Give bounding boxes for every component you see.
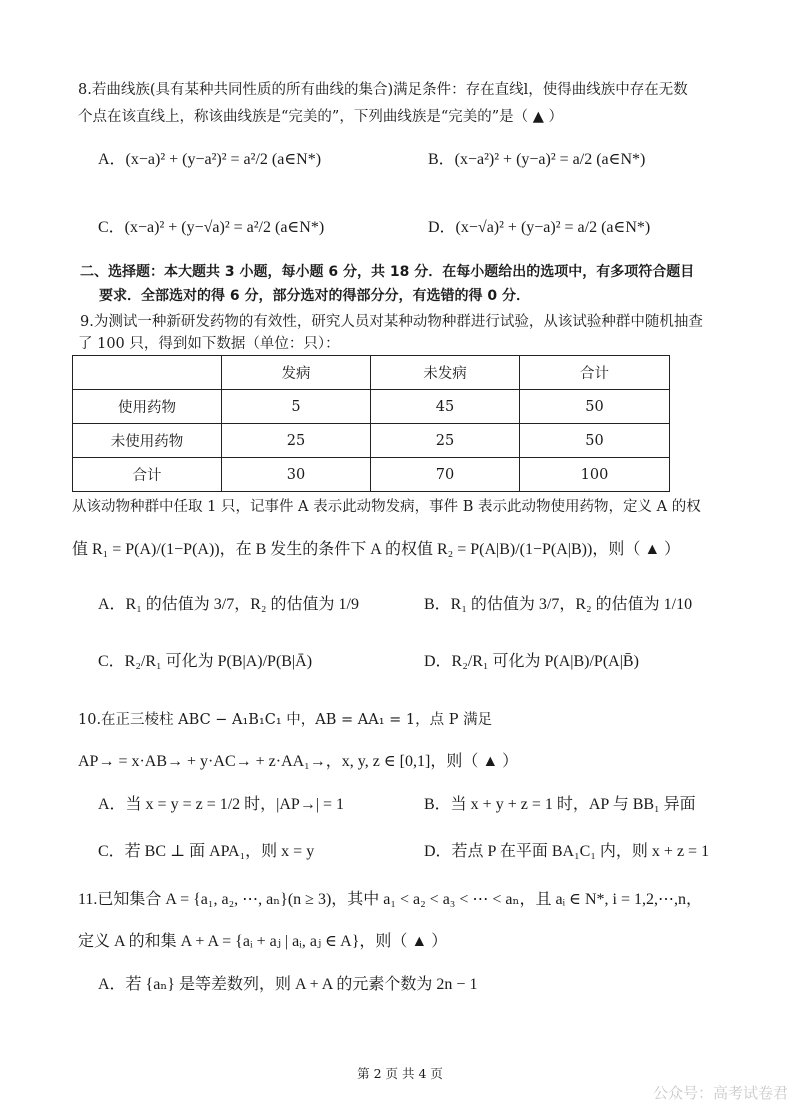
q8-stem-line1: 8.若曲线族(具有某种共同性质的所有曲线的集合)满足条件：存在直线l，使得曲线族中存在无数 bbox=[78, 82, 688, 98]
table-cell: 合计 bbox=[73, 458, 222, 492]
q9-stem-line2: 了 100 只，得到如下数据（单位：只）： bbox=[78, 336, 340, 352]
q10-option-d: D．若点 P 在平面 BA₁C₁ 内，则 x + z = 1 bbox=[424, 843, 710, 860]
table-cell: 70 bbox=[371, 458, 520, 492]
table-cell: 25 bbox=[222, 424, 371, 458]
table-cell: 5 bbox=[222, 390, 371, 424]
table-cell: 100 bbox=[520, 458, 670, 492]
q9-data-table bbox=[72, 355, 670, 492]
q8-option-a: A．(x−a)² + (y−a²)² = a²/2 (a∈N*) bbox=[98, 151, 322, 168]
q10-option-c: C．若 BC ⊥ 面 APA₁，则 x = y bbox=[98, 843, 315, 860]
table-cell: 45 bbox=[371, 390, 520, 424]
table-header-cell: 未发病 bbox=[371, 356, 520, 390]
q9-option-b: B．R₁ 的估值为 3/7，R₂ 的估值为 1/10 bbox=[424, 596, 693, 613]
table-cell: 25 bbox=[371, 424, 520, 458]
q10-option-b: B．当 x + y + z = 1 时，AP 与 BB₁ 异面 bbox=[424, 796, 696, 813]
q9-stem-line1: 9.为测试一种新研发药物的有效性，研究人员对某种动物种群进行试验，从该试验种群中随机抽查 bbox=[80, 314, 703, 330]
table-cell: 30 bbox=[222, 458, 371, 492]
q10-option-a: A．当 x = y = z = 1/2 时，|AP→| = 1 bbox=[98, 796, 345, 813]
q11-option-a: A．若 {aₙ} 是等差数列，则 A + A 的元素个数为 2n − 1 bbox=[98, 976, 478, 993]
watermark: 公众号：高考试卷君 bbox=[652, 1084, 788, 1102]
q8-stem-line2: 个点在该直线上，称该曲线族是“完美的”，下列曲线族是“完美的”是（ ▲ ） bbox=[78, 109, 564, 125]
section2-heading-line1: 二、选择题：本大题共 3 小题，每小题 6 分，共 18 分．在每小题给出的选项中，有多项符合题目 bbox=[80, 264, 695, 280]
table-cell: 未使用药物 bbox=[73, 424, 222, 458]
q8-option-b: B．(x−a²)² + (y−a)² = a/2 (a∈N*) bbox=[428, 151, 646, 168]
table-header-cell: 合计 bbox=[520, 356, 670, 390]
table-row bbox=[73, 390, 670, 424]
table-cell: 50 bbox=[520, 424, 670, 458]
page-number: 第 2 页 共 4 页 bbox=[357, 1066, 443, 1081]
table-header-cell bbox=[73, 356, 222, 390]
table-cell: 使用药物 bbox=[73, 390, 222, 424]
q8-option-c: C．(x−a)² + (y−√a)² = a²/2 (a∈N*) bbox=[98, 219, 325, 236]
table-row bbox=[73, 458, 670, 492]
table-header-row bbox=[73, 356, 670, 390]
table-row bbox=[73, 424, 670, 458]
table-header-cell: 发病 bbox=[222, 356, 371, 390]
q11-stem-line1: 11.已知集合 A = {a₁, a₂, ⋯, aₙ}(n ≥ 3)，其中 a₁ < a₂ < a₃ < ⋯ < aₙ，且 aᵢ ∈ N*, i = 1,2,⋯,n， bbox=[78, 891, 703, 908]
section2-heading-line2: 要求．全部选对的得 6 分，部分选对的得部分分，有选错的得 0 分． bbox=[99, 288, 530, 304]
q10-stem-line1: 10.在正三棱柱 ABC − A₁B₁C₁ 中，AB = AA₁ = 1，点 P 满足 bbox=[78, 712, 493, 728]
q9-after-line1: 从该动物种群中任取 1 只，记事件 A 表示此动物发病，事件 B 表示此动物使用药物，定义 A 的权 bbox=[72, 499, 701, 515]
q9-option-c: C．R₂/R₁ 可化为 P(B|A)/P(B|Ā) bbox=[98, 653, 313, 670]
q9-option-d: D．R₂/R₁ 可化为 P(A|B)/P(A|B̄) bbox=[424, 653, 639, 670]
q9-after-line2: 值 R₁ = P(A)/(1−P(A))，在 B 发生的条件下 A 的权值 R₂ = P(A|B)/(1−P(A|B))，则（ ▲ ） bbox=[72, 541, 681, 558]
q8-option-d: D．(x−√a)² + (y−a)² = a/2 (a∈N*) bbox=[428, 219, 651, 236]
q11-stem-line2: 定义 A 的和集 A + A = {aᵢ + aⱼ | aᵢ, aⱼ ∈ A}，则（ ▲ ） bbox=[78, 933, 448, 950]
q9-option-a: A．R₁ 的估值为 3/7，R₂ 的估值为 1/9 bbox=[98, 596, 359, 613]
table-cell: 50 bbox=[520, 390, 670, 424]
q10-stem-line2: AP→ = x·AB→ + y·AC→ + z·AA₁→，x, y, z ∈ [0,1]，则（ ▲ ） bbox=[78, 753, 519, 770]
